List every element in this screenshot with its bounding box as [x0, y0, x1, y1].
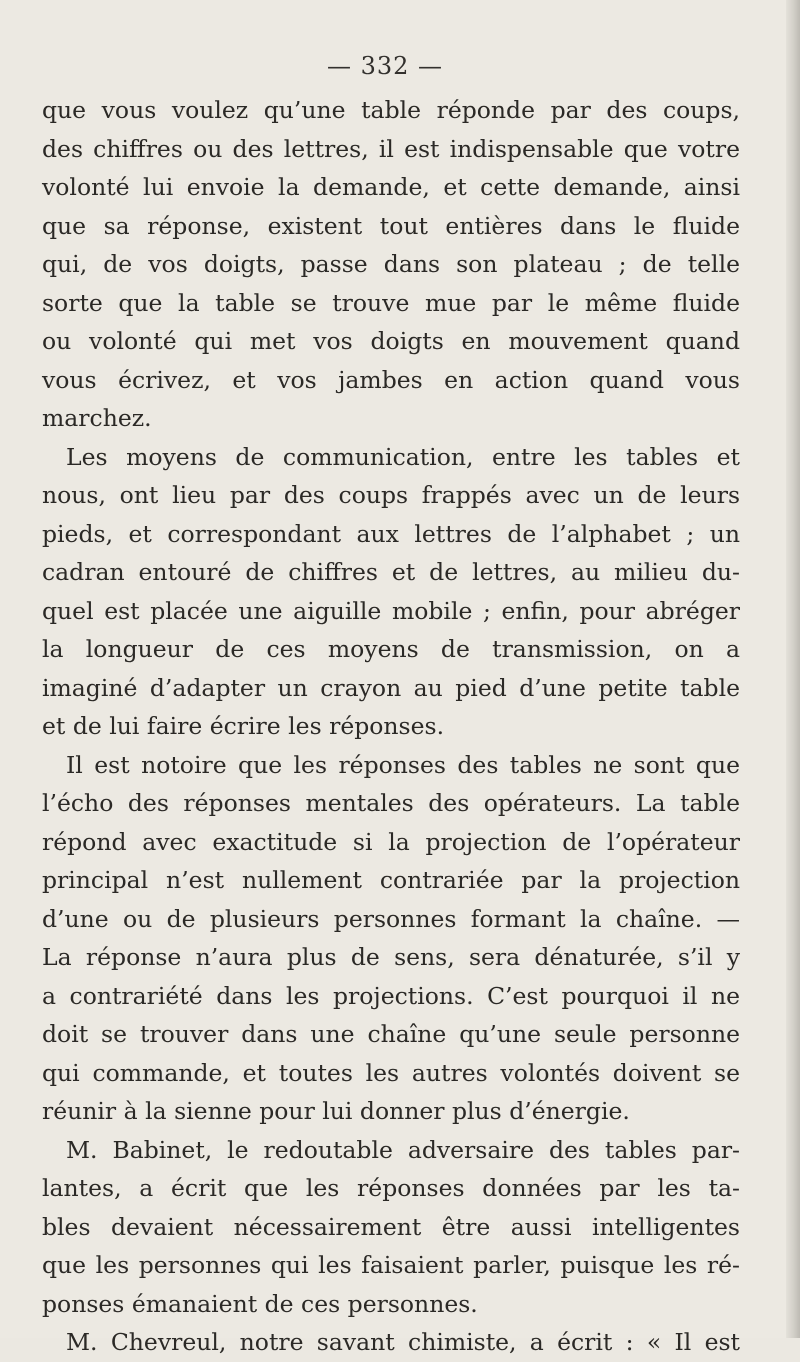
text-line: cadran entouré de chiffres et de lettres, au milieu du-	[42, 558, 740, 586]
text-line: que vous voulez qu’une table réponde par des coups,	[42, 96, 740, 124]
text-line: M. Chevreul, notre savant chimiste, a écrit : « Il est	[66, 1328, 740, 1356]
body-text	[42, 91, 740, 1362]
text-line: doit se trouver dans une chaîne qu’une seule personne	[42, 1020, 740, 1048]
text-line: répond avec exactitude si la projection de l’opérateur	[42, 827, 740, 856]
text-line: marchez.	[42, 404, 152, 432]
text-line: nous, ont lieu par des coups frappés avec un de leurs	[42, 481, 740, 509]
page-number: — 332 —	[326, 52, 444, 80]
text-line: l’écho des réponses mentales des opérateurs. La table	[42, 789, 740, 817]
text-line: pieds, et correspondant aux lettres de l’alphabet ; un	[42, 519, 740, 548]
text-line: Il est notoire que les réponses des tables ne sont que	[66, 750, 740, 779]
text-line: ou volonté qui met vos doigts en mouvement quand	[42, 327, 740, 355]
text-line: a contrariété dans les projections. C’est pourquoi il ne	[42, 981, 740, 1010]
page-edge	[786, 0, 800, 1338]
text-line: réunir à la sienne pour lui donner plus d’énergie.	[42, 1097, 630, 1125]
text-line: La réponse n’aura plus de sens, sera dénaturée, s’il y	[42, 943, 740, 971]
text-line: qui, de vos doigts, passe dans son plateau ; de telle	[42, 250, 740, 278]
text-line: imaginé d’adapter un crayon au pied d’une petite table	[42, 673, 740, 702]
text-line: et de lui faire écrire les réponses.	[42, 712, 445, 740]
text-line: que les personnes qui les faisaient parler, puisque les ré-	[42, 1251, 740, 1279]
text-line: que sa réponse, existent tout entières dans le fluide	[42, 211, 740, 240]
text-line: principal n’est nullement contrariée par la projection	[42, 866, 740, 894]
text-line: qui commande, et toutes les autres volontés doivent se	[42, 1058, 740, 1087]
text-line: sorte que la table se trouve mue par le même fluide	[42, 288, 740, 317]
text-line: la longueur de ces moyens de transmission, on a	[42, 635, 740, 663]
text-line: bles devaient nécessairement être aussi intelligentes	[42, 1212, 740, 1241]
text-line: ponses émanaient de ces personnes.	[42, 1289, 478, 1318]
text-line: quel est placée une aiguille mobile ; enfin, pour abréger	[42, 596, 740, 625]
text-line: des chiffres ou des lettres, il est indispensable que votre	[42, 134, 740, 163]
text-line: M. Babinet, le redoutable adversaire des tables par-	[66, 1135, 740, 1164]
text-line: lantes, a écrit que les réponses données par les ta-	[42, 1174, 740, 1202]
text-line: Les moyens de communication, entre les tables et	[66, 442, 740, 471]
text-line: vous écrivez, et vos jambes en action quand vous	[42, 365, 740, 394]
text-line: d’une ou de plusieurs personnes formant la chaîne. —	[42, 904, 740, 933]
text-line: volonté lui envoie la demande, et cette demande, ainsi	[42, 173, 740, 201]
